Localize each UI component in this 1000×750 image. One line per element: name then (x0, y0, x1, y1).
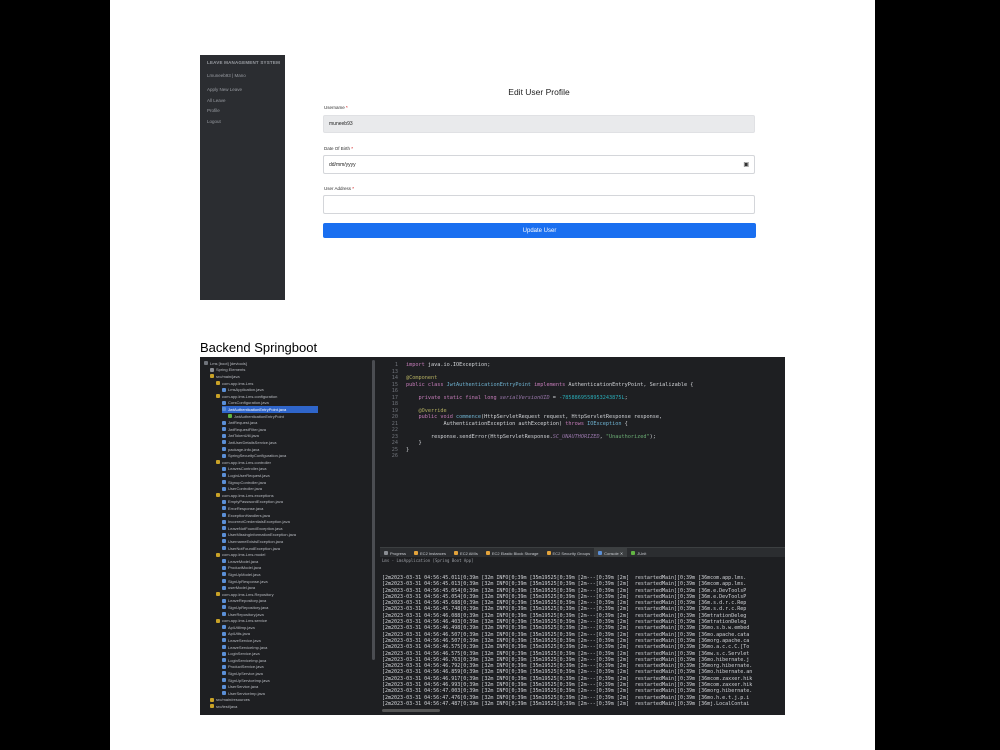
tab-icon (414, 551, 418, 555)
profile-form (285, 55, 785, 300)
tab-label: EC2 Instances (420, 550, 447, 556)
java-file-icon (222, 645, 226, 649)
tree-item[interactable] (222, 472, 270, 479)
tree-item-label: LoginServiceImp.java (228, 657, 267, 663)
java-file-icon (222, 421, 226, 425)
tree-item[interactable] (222, 525, 282, 532)
tree-item-label: JwtAuthenticationEntryPoint (234, 413, 284, 419)
package-icon (216, 619, 220, 623)
tree-item-label: src/main/java (216, 373, 240, 379)
console-line: [2m2023-03-31 04:56:45.013[0;39m [32m INFO[0;39m [35m19525[0;39m [2m---[0;39m [2m[ restartedMain][0;39m [36mcom.app.lms. (382, 581, 747, 588)
java-file-icon (222, 625, 226, 629)
java-file-icon (222, 480, 226, 484)
line-number: 19 (391, 407, 398, 414)
java-file-icon (228, 414, 232, 418)
tab-label: EC2 Security Groups (552, 550, 591, 556)
tree-item[interactable] (216, 551, 265, 558)
java-file-icon (222, 671, 226, 675)
tree-item[interactable] (222, 644, 267, 651)
package-icon (210, 698, 214, 702)
tree-item-label: src/main/resources (216, 697, 250, 703)
tree-item[interactable] (222, 485, 262, 492)
tab-label: EC2 AMIs (460, 550, 478, 556)
code-line (406, 453, 693, 460)
console-line: [2m2023-03-31 04:56:46.575[0;39m [32m INFO[0;39m [35m19525[0;39m [2m---[0;39m [2m[ restartedMain][0;39m [36mo.a.c.c.C.[To (382, 644, 750, 651)
username-label-text: Username (324, 105, 345, 110)
console-line: [2m2023-03-31 04:56:47.487[0;39m [32m INFO[0;39m [35m19525[0;39m [2m---[0;39m [2m[ restartedMain][0;39m [36mj.LocalContai (382, 700, 750, 707)
line-number: 22 (391, 427, 398, 433)
console-line: [2m2023-03-31 04:56:45.688[0;39m [32m INFO[0;39m [35m19525[0;39m [2m---[0;39m [2m[ restartedMain][0;39m [36m.s.d.r.c.Rep (382, 600, 747, 607)
java-file-icon (222, 559, 226, 563)
console-output (382, 575, 752, 707)
line-number: 18 (391, 401, 398, 407)
sidebar-nav (207, 87, 242, 129)
console-header: Lms - LmsApplication [Spring Boot App] (382, 558, 474, 563)
project-explorer (200, 357, 376, 715)
line-number: 1 (394, 362, 398, 368)
tree-item-label: UserNotFoundException.java (228, 545, 281, 551)
tree-item-label: CorsConfiguration.java (228, 400, 269, 406)
username-input[interactable] (323, 115, 755, 133)
java-file-icon (222, 500, 226, 504)
tree-item[interactable] (222, 446, 259, 453)
explorer-scrollbar[interactable] (372, 360, 375, 660)
console-line: [2m2023-03-31 04:56:45.054[0;39m [32m INFO[0;39m [35m19525[0;39m [2m---[0;39m [2m[ restartedMain][0;39m [36m.e.DevToolsP (382, 587, 747, 594)
tree-item-label: UserMissingInformationException.java (228, 532, 297, 538)
tree-item[interactable] (222, 677, 270, 684)
tree-item-label: LmsApplication.java (228, 387, 264, 393)
tree-item-label: UserService.java (228, 684, 259, 690)
line-number: 24 (391, 440, 398, 446)
package-icon (210, 704, 214, 708)
package-icon (216, 553, 220, 557)
console-line: [2m2023-03-31 04:56:46.403[0;39m [32m INFO[0;39m [35m19525[0;39m [2m---[0;39m [2m[ restartedMain][0;39m [36mtrationDeleg (382, 619, 747, 626)
tree-item[interactable] (222, 426, 266, 433)
tree-item-label: com.app.lms.Lms.Repository (222, 591, 274, 597)
java-file-icon (222, 652, 226, 656)
java-file-icon (222, 566, 226, 570)
line-number: 14 (391, 375, 398, 381)
package-icon (216, 394, 220, 398)
java-file-icon (222, 658, 226, 662)
address-label (324, 186, 354, 191)
tree-item-label: ApiUtilImp.java (228, 624, 255, 630)
package-icon (216, 493, 220, 497)
update-user-button[interactable]: Update User (323, 223, 756, 238)
tree-item-label: ApiUtils.java (228, 631, 251, 637)
code-line: public void commence(HttpServletRequest request, HttpServletResponse response, (406, 414, 663, 420)
tree-item[interactable] (222, 518, 290, 525)
tree-item-label: UserServiceImp.java (228, 690, 265, 696)
java-file-icon (222, 638, 226, 642)
tree-item[interactable] (216, 591, 274, 598)
app-brand: LEAVE MANAGEMENT SYSTEM (207, 60, 281, 65)
code-line: @Override (406, 407, 447, 414)
tree-item[interactable] (222, 558, 258, 565)
java-file-icon (222, 454, 226, 458)
tab-label: Console ✕ (604, 550, 624, 556)
java-file-icon (222, 467, 226, 471)
tree-item[interactable] (222, 505, 263, 512)
tree-item-label: LeaveModel.java (228, 558, 259, 564)
tree-item-label: UserController.java (228, 486, 263, 492)
tree-item-label: SpringSecurityConfiguration.java (228, 453, 287, 459)
tree-item-label: SignUpServiceImp.java (228, 677, 270, 683)
console-line: [2m2023-03-31 04:56:46.993[0;39m [32m INFO[0;39m [35m19525[0;39m [2m---[0;39m [2m[ restartedMain][0;39m [36mcom.zaxxer.hik (382, 682, 753, 689)
java-file-icon (222, 388, 226, 392)
console-line: [2m2023-03-31 04:56:47.476[0;39m [32m INFO[0;39m [35m19525[0;39m [2m---[0;39m [2m[ restartedMain][0;39m [36mo.h.e.t.j.p.i (382, 694, 750, 701)
tree-item[interactable] (222, 611, 264, 618)
package-icon (216, 592, 220, 596)
tab-icon (598, 551, 602, 555)
java-file-icon (222, 473, 226, 477)
tree-item[interactable] (222, 670, 263, 677)
console-line: [2m2023-03-31 04:56:46.507[0;39m [32m INFO[0;39m [35m19525[0;39m [2m---[0;39m [2m[ restartedMain][0;39m [36morg.apache.ca (382, 637, 750, 644)
tree-item-label: LoginUserRequest.java (228, 472, 270, 478)
tree-item[interactable] (222, 650, 260, 657)
package-icon (210, 374, 214, 378)
tab-icon (547, 551, 551, 555)
tree-item-label: ErrorResponse.java (228, 505, 264, 511)
required-mark: * (352, 186, 355, 191)
tree-item-label: ProductModel.java (228, 565, 262, 571)
tree-item[interactable] (222, 433, 259, 440)
form-title: Edit User Profile (508, 87, 570, 97)
tree-item-label: com.app.lms.Lms.exceptions (222, 492, 274, 498)
java-file-icon (222, 440, 226, 444)
java-file-icon (222, 506, 226, 510)
tab-icon (631, 551, 635, 555)
tree-item[interactable] (216, 393, 277, 400)
tab-label: Progress (390, 550, 407, 556)
tree-item[interactable] (222, 545, 280, 552)
java-file-icon (222, 513, 226, 517)
java-file-icon (222, 407, 226, 411)
tree-item[interactable] (222, 578, 268, 585)
tree-item[interactable] (222, 584, 255, 591)
tree-item-label: LeaveServiceImp.java (228, 644, 268, 650)
tree-item-label: LeaveRepository.java (228, 598, 267, 604)
tree-item[interactable] (222, 400, 269, 407)
tree-item[interactable] (222, 532, 296, 539)
package-icon (216, 460, 220, 464)
line-number: 25 (391, 446, 398, 453)
line-number: 23 (391, 433, 398, 440)
dob-placeholder: dd/mm/yyyy (329, 161, 356, 168)
tree-item-label: SignUpModel.java (228, 571, 261, 577)
code-content (406, 362, 693, 460)
tree-item[interactable] (222, 664, 264, 671)
java-file-icon (222, 678, 226, 682)
code-line: private static final long serialVersionUID = -7858869558953243875L; (406, 394, 628, 401)
tree-item-label: JwtRequestFilter.java (228, 426, 267, 432)
tree-item[interactable] (222, 439, 276, 446)
tree-item[interactable] (228, 413, 284, 420)
tree-item[interactable] (222, 512, 270, 519)
code-line: @Component (406, 375, 438, 381)
tab-label: EC2 Elastic Block Storage (491, 550, 539, 556)
code-line: public class JwtAuthenticationEntryPoint implements AuthenticationEntryPoint, Serializable { (406, 381, 694, 388)
java-file-icon (222, 539, 226, 543)
package-icon (210, 368, 214, 372)
tree-item-label: SignupController.java (228, 479, 267, 485)
console-line: [2m2023-03-31 04:56:46.498[0;39m [32m INFO[0;39m [35m19525[0;39m [2m---[0;39m [2m[ restartedMain][0;39m [36mo.s.b.w.embed (382, 625, 750, 632)
username-label (324, 105, 348, 110)
tree-item[interactable] (222, 466, 266, 473)
console-panel (380, 557, 785, 715)
tree-item-label: LoginService.java (228, 651, 260, 657)
tree-item-label: src/test/java (216, 703, 238, 709)
tree-item[interactable] (222, 499, 283, 506)
tree-item-label: LeaveService.java (228, 637, 261, 643)
tree-item[interactable] (216, 380, 253, 387)
tree-item-label: com.app.lms.Lms (222, 380, 254, 386)
tab-icon (454, 551, 458, 555)
console-line: [2m2023-03-31 04:56:46.792[0;39m [32m INFO[0;39m [35m19525[0;39m [2m---[0;39m [2m[ restartedMain][0;39m [36morg.hibernate. (382, 663, 753, 670)
tree-item-label: SignUpService.java (228, 670, 263, 676)
java-file-icon (204, 361, 208, 365)
tab-label: JUnit (637, 550, 647, 556)
tree-item[interactable] (222, 452, 286, 459)
tree-item[interactable] (216, 617, 267, 624)
tree-item-label: ExceptionHandlers.java (228, 512, 271, 518)
username-value: muneeb93 (329, 121, 353, 127)
code-line: AuthenticationException authException) throws IOException { (406, 420, 628, 427)
tree-item-label: JwtRequest.java (228, 420, 258, 426)
console-line: [2m2023-03-31 04:56:46.763[0;39m [32m INFO[0;39m [35m19525[0;39m [2m---[0;39m [2m[ restartedMain][0;39m [36mo.hibernate.j (382, 656, 750, 663)
tree-item-label: SignUpRepository.java (228, 604, 269, 610)
line-numbers (380, 362, 398, 460)
tree-item[interactable] (222, 565, 261, 572)
console-line: [2m2023-03-31 04:56:46.917[0;39m [32m INFO[0;39m [35m19525[0;39m [2m---[0;39m [2m[ restartedMain][0;39m [36mcom.zaxxer.hik (382, 675, 753, 682)
console-line: [2m2023-03-31 04:56:46.507[0;39m [32m INFO[0;39m [35m19525[0;39m [2m---[0;39m [2m[ restartedMain][0;39m [36mo.apache.cata (382, 631, 750, 638)
java-file-icon (222, 572, 226, 576)
screenshot-page (110, 0, 875, 750)
java-file-icon (222, 526, 226, 530)
tree-item-label: com.app.lms.Lms.model (222, 552, 266, 558)
tree-item[interactable] (210, 703, 237, 710)
tree-item-label: Lms [boot] [devtools] (210, 360, 247, 366)
line-number: 26 (391, 453, 398, 459)
java-file-icon (222, 579, 226, 583)
tree-item[interactable] (222, 386, 264, 393)
tree-item[interactable] (222, 598, 266, 605)
line-number: 15 (391, 381, 398, 388)
nav-all-leave[interactable]: All Leave (207, 97, 226, 103)
tree-item[interactable] (222, 419, 257, 426)
ide-window (200, 357, 785, 715)
current-user: Lmuneeb93 | Mano (207, 73, 246, 78)
console-line: [2m2023-03-31 04:56:46.575[0;39m [32m INFO[0;39m [35m19525[0;39m [2m---[0;39m [2m[ restartedMain][0;39m [36mw.s.c.Servlet (382, 650, 750, 657)
tree-item-label: JwtTokenUtil.java (228, 433, 259, 439)
calendar-icon[interactable]: ▣ (743, 162, 749, 168)
tab-icon (486, 551, 490, 555)
java-file-icon (222, 447, 226, 451)
tree-item[interactable] (210, 697, 250, 704)
tree-item[interactable] (222, 571, 260, 578)
nav-apply-new-leave[interactable]: Apply New Leave (207, 87, 243, 92)
required-mark: * (351, 146, 354, 151)
code-line: response.sendError(HttpServletResponse.SC_UNAUTHORIZED, "Unauthorized"); (406, 433, 656, 440)
tab-icon (384, 551, 388, 555)
java-file-icon (222, 665, 226, 669)
java-file-icon (222, 612, 226, 616)
java-file-icon (222, 691, 226, 695)
address-label-text: User Address (324, 186, 352, 191)
tree-item-label: EmptyPasswordException.java (228, 499, 283, 505)
java-file-icon (222, 632, 226, 636)
dob-label (324, 146, 353, 151)
tree-item-label: com.app.lms.Lms.service (222, 618, 268, 624)
required-mark: * (346, 105, 348, 110)
tree-item[interactable] (216, 459, 271, 466)
console-scrollbar[interactable] (382, 709, 440, 712)
console-line: [2m2023-03-31 04:56:47.003[0;39m [32m INFO[0;39m [35m19525[0;39m [2m---[0;39m [2m[ restartedMain][0;39m [36morg.hibernate. (382, 688, 753, 695)
tree-item-label: SignUpResponse.java (228, 578, 268, 584)
sidebar (200, 55, 285, 300)
address-input[interactable] (323, 195, 755, 214)
java-file-icon (222, 546, 226, 550)
line-number: 20 (391, 414, 398, 420)
package-icon (216, 381, 220, 385)
java-file-icon (222, 586, 226, 590)
tree-item-label: LeaveNotFoundException.java (228, 525, 283, 531)
java-file-icon (222, 605, 226, 609)
tree-item-label: UsernameExistsException.java (228, 538, 284, 544)
console-line: [2m2023-03-31 04:56:45.011[0;39m [32m INFO[0;39m [35m19525[0;39m [2m---[0;39m [2m[ restartedMain][0;39m [36mcom.app.lms. (382, 575, 747, 581)
console-line: [2m2023-03-31 04:56:45.054[0;39m [32m INFO[0;39m [35m19525[0;39m [2m---[0;39m [2m[ restartedMain][0;39m [36m.e.DevToolsP (382, 593, 747, 600)
line-number: 21 (391, 420, 398, 427)
tree-item[interactable] (210, 373, 240, 380)
tree-item-label: LeavesController.java (228, 466, 267, 472)
tree-item[interactable] (222, 406, 318, 413)
nav-logout[interactable]: Logout (207, 118, 221, 124)
code-line: import java.io.IOException; (406, 362, 491, 368)
java-file-icon (222, 599, 226, 603)
tree-item-label: ProductService.java (228, 664, 264, 670)
java-file-icon (222, 533, 226, 537)
java-file-icon (222, 685, 226, 689)
tree-item-label: UserRepository.java (228, 611, 264, 617)
tree-item[interactable] (222, 479, 266, 486)
tree-item[interactable] (222, 637, 261, 644)
tree-item[interactable] (210, 367, 245, 374)
java-file-icon (222, 427, 226, 431)
tree-item[interactable] (222, 683, 258, 690)
tree-item-label: JwtUserDetailsService.java (228, 439, 277, 445)
java-file-icon (222, 434, 226, 438)
tree-item[interactable] (222, 604, 268, 611)
java-file-icon (222, 520, 226, 524)
line-number: 13 (391, 368, 398, 375)
tree-item-label: JwtAuthenticationEntryPoint.java (228, 406, 287, 412)
code-line: } (406, 446, 410, 453)
console-line: [2m2023-03-31 04:56:46.088[0;39m [32m INFO[0;39m [35m19525[0;39m [2m---[0;39m [2m[ restartedMain][0;39m [36mtrationDeleg (382, 612, 747, 619)
console-line: [2m2023-03-31 04:56:46.859[0;39m [32m INFO[0;39m [35m19525[0;39m [2m---[0;39m [2m[ restartedMain][0;39m [36mo.hibernate.an (382, 669, 753, 676)
tree-item-label: userModel.java (228, 585, 256, 591)
tree-item-label: com.app.lms.Lms.controller (222, 459, 271, 465)
tree-item[interactable] (222, 690, 265, 697)
tree-item-label: Spring Elements (216, 367, 246, 373)
section-heading: Backend Springboot (200, 340, 318, 355)
dob-input[interactable] (323, 155, 755, 174)
tree-item[interactable] (222, 538, 283, 545)
code-editor[interactable] (380, 357, 785, 547)
tree-item[interactable] (222, 624, 255, 631)
tree-item[interactable] (222, 657, 266, 664)
tree-item[interactable] (222, 631, 250, 638)
tree-item[interactable] (204, 360, 247, 367)
code-line: } (406, 440, 422, 446)
tree-item-label: IncorrectCredentialsException.java (228, 519, 290, 525)
java-file-icon (222, 401, 226, 405)
dob-label-text: Date Of Birth (324, 146, 351, 151)
nav-profile[interactable]: Profile (207, 108, 220, 113)
leave-app-window (200, 55, 785, 300)
console-line: [2m2023-03-31 04:56:45.748[0;39m [32m INFO[0;39m [35m19525[0;39m [2m---[0;39m [2m[ restartedMain][0;39m [36m.s.d.r.c.Rep (382, 606, 747, 613)
tree-item-label: com.app.lms.Lms.configuration (222, 393, 278, 399)
line-number: 17 (391, 394, 398, 401)
java-file-icon (222, 487, 226, 491)
tree-item-label: package-info.java (228, 446, 260, 452)
line-number: 16 (391, 388, 398, 394)
tree-item[interactable] (216, 492, 274, 499)
